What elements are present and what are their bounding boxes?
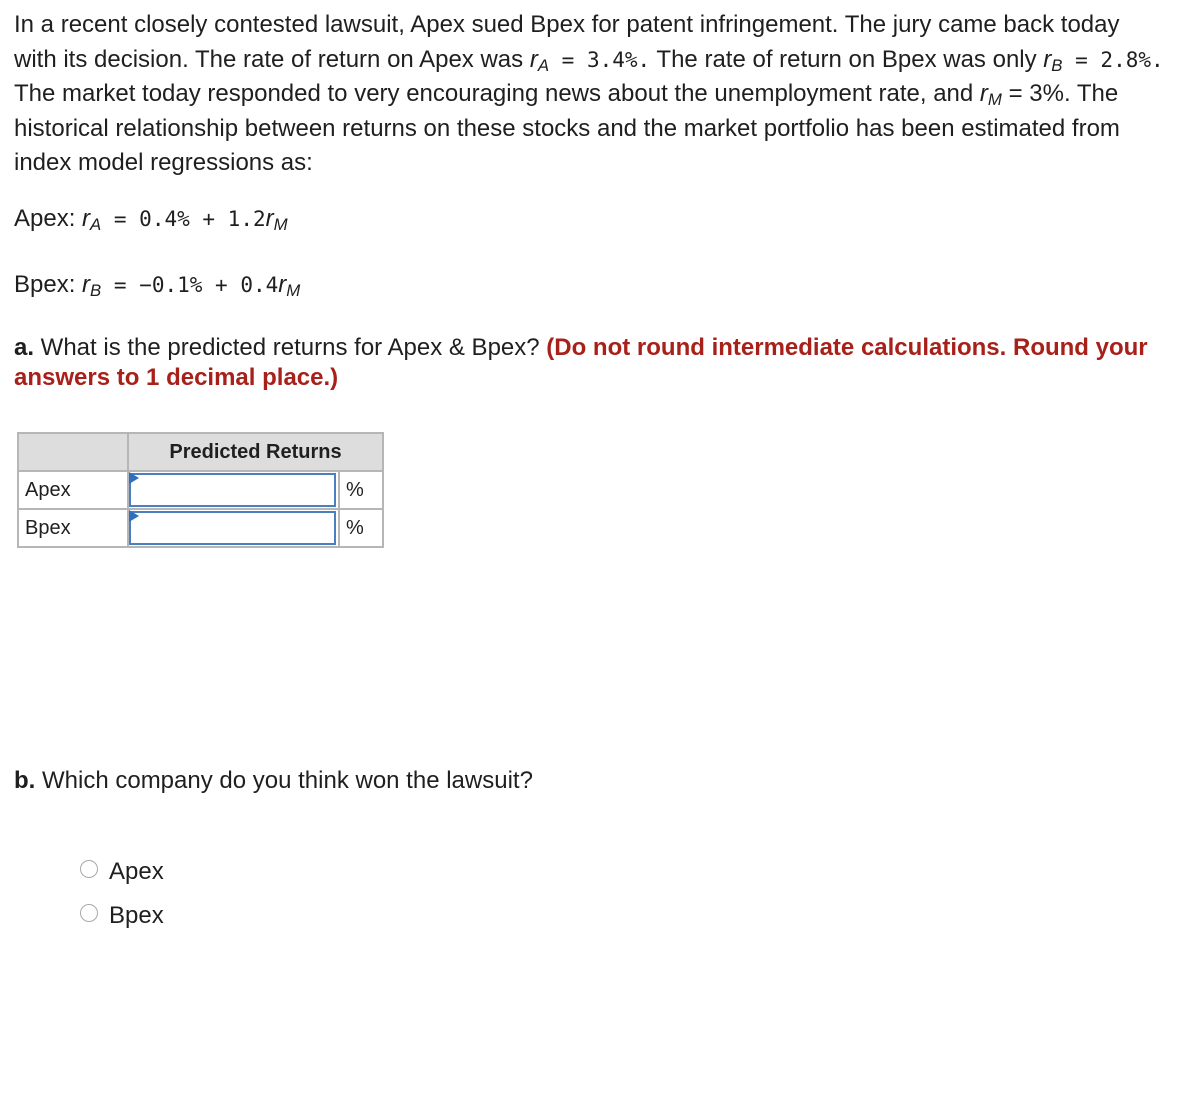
bpex-eq-rhs: = −0.1% + 0.4 [101,273,279,297]
apex-unit: % [339,471,383,509]
bpex-eq-rm-symbol: r [278,271,287,298]
part-a-text: What is the predicted returns for Apex & Bpex? [34,334,547,361]
ra-subscript: A [537,55,550,75]
radio-button-bpex[interactable] [80,904,98,922]
apex-equation [14,202,288,236]
bpex-eq-rm-subscript: M [286,281,301,301]
lawsuit-winner-options [80,850,164,938]
option-bpex[interactable] [80,894,164,938]
bpex-predicted-return-input[interactable] [129,511,336,545]
predicted-returns-table [17,432,384,548]
table-row-bpex [18,509,383,547]
row-label-bpex: Bpex [18,509,128,547]
rb-value: = 2.8%. [1062,47,1164,72]
part-a-question [14,333,1164,393]
option-bpex-label: Bpex [109,902,164,929]
problem-intro [14,8,1164,181]
bpex-input-cell [128,509,339,547]
rm-subscript: M [987,90,1002,110]
apex-predicted-return-input[interactable] [129,473,336,507]
option-apex[interactable] [80,850,164,894]
ra-value: = 3.4%. [549,47,651,72]
intro-text-3: The market today responded to very encouraging news about the unemployment rate, and [14,80,980,107]
bpex-eq-subscript: B [90,281,102,301]
apex-eq-rhs: = 0.4% + 1.2 [101,207,266,231]
table-row-apex [18,471,383,509]
apex-eq-rm-subscript: M [273,215,288,235]
row-label-apex: Apex [18,471,128,509]
apex-eq-subscript: A [90,215,102,235]
bpex-eq-label: Bpex: [14,271,83,298]
part-a-instruction: (Do not round intermediate calculations. Round your answers to 1 decimal place.) [14,334,1148,391]
rb-subscript: B [1051,55,1063,75]
bpex-unit: % [339,509,383,547]
part-b-question [14,766,1164,796]
part-b-label: b. [14,767,36,794]
predicted-returns-header: Predicted Returns [128,433,383,471]
intro-text-2: The rate of return on Bpex was only [650,45,1044,73]
bpex-equation [14,268,300,302]
part-b-text: Which company do you think won the lawsuit? [35,767,533,794]
apex-eq-label: Apex: [14,205,83,232]
apex-input-cell [128,471,339,509]
ra-symbol: r [529,45,538,73]
radio-button-apex[interactable] [80,860,98,878]
intro-text-4: The historical relationship between returns on these stocks and the market portfolio has been estimated from index model regressions as: [14,80,1120,176]
apex-eq-symbol: r [82,205,91,232]
table-corner-cell [18,433,128,471]
rm-symbol: r [979,80,988,107]
part-a-label: a. [14,334,35,361]
rm-value: = 3%. [1001,80,1071,107]
rb-symbol: r [1043,45,1052,73]
apex-eq-rm-symbol: r [265,205,274,232]
intro-text-1: In a recent closely contested lawsuit, Apex sued Bpex for patent infringement. The jury came back today with its decision. The rate of return on Apex was [14,11,1120,73]
table-header-row [18,433,383,471]
option-apex-label: Apex [109,858,164,885]
bpex-eq-symbol: r [82,271,91,298]
